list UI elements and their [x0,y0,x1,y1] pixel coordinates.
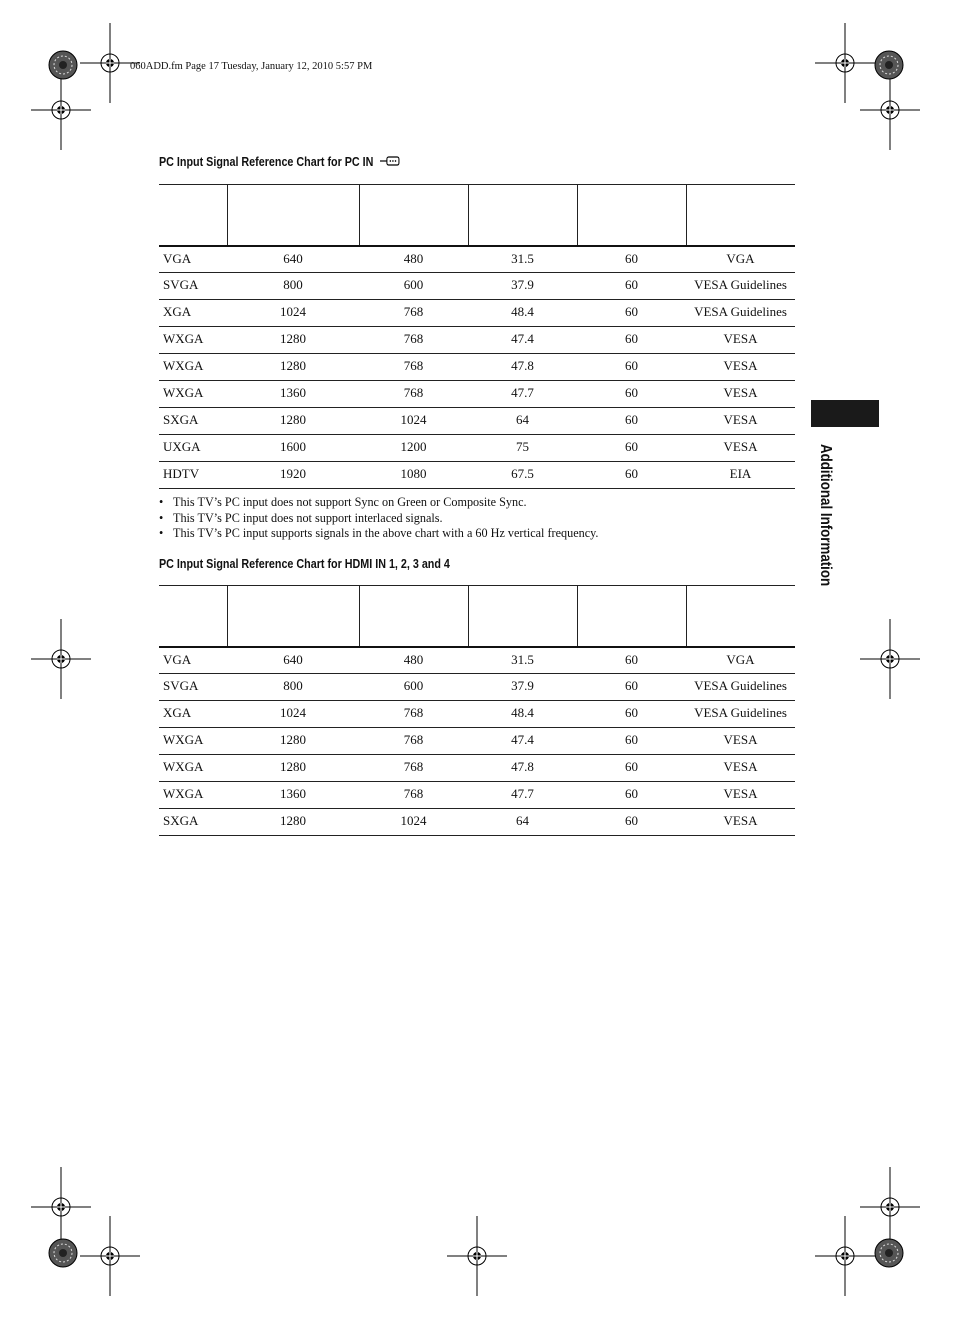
table-cell: WXGA [159,354,227,381]
header-cell [468,586,577,647]
table-row [159,273,795,300]
table-cell: 1920 [227,462,359,489]
table-cell: WXGA [159,728,227,755]
table-cell: 47.4 [468,728,577,755]
table-cell: 1024 [227,300,359,327]
table-row [159,408,795,435]
table-cell: VESA [686,755,795,782]
note-text: This TV’s PC input does not support Sync on Green or Composite Sync. [173,495,527,509]
table-cell: VESA Guidelines [686,674,795,701]
table-cell: 1280 [227,809,359,836]
table-row [159,782,795,809]
table-cell: 60 [577,246,686,273]
header-cell [227,586,359,647]
table-cell: 640 [227,647,359,674]
table-cell: 1600 [227,435,359,462]
table-cell: 1280 [227,354,359,381]
table-cell: 640 [227,246,359,273]
table-cell: VGA [686,246,795,273]
header-cell [359,586,468,647]
table-cell: 1024 [359,408,468,435]
table-row [159,728,795,755]
table-row [159,354,795,381]
color-target-icon [875,1239,903,1267]
section-side-tab [811,400,879,427]
table-cell: 60 [577,327,686,354]
note-text: This TV’s PC input supports signals in the above chart with a 60 Hz vertical frequency. [173,526,599,541]
registration-mark-icon [860,1167,920,1247]
section-title-hdmi-in: PC Input Signal Reference Chart for HDMI IN 1, 2, 3 and 4 [159,557,450,571]
table-cell: 480 [359,246,468,273]
table-cell: 768 [359,354,468,381]
table-cell: 75 [468,435,577,462]
table-cell: 480 [359,647,468,674]
side-label-text: Additional Information [817,444,834,587]
table-cell: HDTV [159,462,227,489]
registration-mark-icon [31,619,91,699]
registration-mark-icon [31,1167,91,1247]
table-cell: 48.4 [468,300,577,327]
table-cell: VESA [686,728,795,755]
color-target-icon [49,1239,77,1267]
table-cell: 31.5 [468,246,577,273]
table-cell: VESA [686,782,795,809]
table-cell: 60 [577,728,686,755]
registration-mark-icon [815,1216,875,1296]
table-row [159,300,795,327]
table-cell: 37.9 [468,273,577,300]
table-cell: VESA Guidelines [686,701,795,728]
table-cell: 64 [468,809,577,836]
pc-in-signal-table [159,184,795,489]
registration-mark-icon [860,70,920,150]
table-cell: 768 [359,381,468,408]
table-cell: 60 [577,435,686,462]
table-cell: 60 [577,408,686,435]
table-header-row [159,185,795,246]
table-cell: 768 [359,728,468,755]
table-cell: 60 [577,755,686,782]
table-cell: WXGA [159,381,227,408]
table-cell: 47.8 [468,354,577,381]
table-row [159,809,795,836]
table-row [159,381,795,408]
table-cell: 768 [359,701,468,728]
table-header-row [159,586,795,647]
color-target-icon [875,51,903,79]
table-cell: 768 [359,327,468,354]
table-cell: 37.9 [468,674,577,701]
table-cell: 600 [359,674,468,701]
color-target-icon [49,51,77,79]
table-cell: VESA [686,408,795,435]
table-cell: 768 [359,755,468,782]
table-cell: 60 [577,462,686,489]
hdmi-in-signal-table [159,585,795,836]
table-cell: 47.7 [468,782,577,809]
table-cell: UXGA [159,435,227,462]
table-cell: 1280 [227,728,359,755]
table-cell: WXGA [159,327,227,354]
table-row [159,435,795,462]
table-cell: VESA [686,435,795,462]
side-label [808,444,836,614]
table-cell: 768 [359,782,468,809]
note-item: • This TV’s PC input supports signals in the above chart with a 60 Hz vertical frequency. [159,526,599,541]
table-cell: 1024 [227,701,359,728]
table-cell: 67.5 [468,462,577,489]
table-cell: 768 [359,300,468,327]
note-text: This TV’s PC input does not support interlaced signals. [173,510,443,525]
table-cell: 60 [577,701,686,728]
file-header: 060ADD.fm Page 17 Tuesday, January 12, 2010 5:57 PM [130,61,373,72]
table-cell: VESA Guidelines [686,273,795,300]
table-cell: 1280 [227,755,359,782]
table-cell: 60 [577,674,686,701]
table-cell: VGA [686,647,795,674]
table-cell: VGA [159,647,227,674]
header-cell [159,185,227,246]
table-cell: 48.4 [468,701,577,728]
header-cell [577,586,686,647]
table-cell: 47.4 [468,327,577,354]
table-cell: VESA Guidelines [686,300,795,327]
note-item: • This TV’s PC input does not support interlaced signals. [159,510,443,525]
table-cell: XGA [159,300,227,327]
header-cell [359,185,468,246]
table-cell: 31.5 [468,647,577,674]
table-cell: VESA [686,381,795,408]
table-cell: SVGA [159,674,227,701]
header-cell [686,586,795,647]
table-cell: 1080 [359,462,468,489]
table-cell: 60 [577,647,686,674]
registration-mark-icon [80,1216,140,1296]
table-row [159,462,795,489]
note-item: • This TV’s PC input does not support Sync on Green or Composite Sync. [159,495,527,509]
table-cell: 60 [577,354,686,381]
registration-mark-icon [860,619,920,699]
header-cell [686,185,795,246]
table-row [159,327,795,354]
header-cell [577,185,686,246]
table-cell: XGA [159,701,227,728]
section-title-pc-in [159,155,401,170]
table-cell: SXGA [159,809,227,836]
table-cell: VESA [686,327,795,354]
table-cell: 64 [468,408,577,435]
table-cell: 600 [359,273,468,300]
table-cell: WXGA [159,782,227,809]
table-cell: 47.8 [468,755,577,782]
header-cell [468,185,577,246]
table-cell: 800 [227,674,359,701]
table-cell: 1024 [359,809,468,836]
table-cell: 47.7 [468,381,577,408]
table-cell: 800 [227,273,359,300]
header-cell [227,185,359,246]
table-row [159,647,795,674]
table-row [159,701,795,728]
registration-mark-icon [815,23,875,103]
table-cell: 60 [577,809,686,836]
table-cell: 1200 [359,435,468,462]
table-cell: EIA [686,462,795,489]
table-row [159,674,795,701]
table-cell: 60 [577,381,686,408]
table-cell: SVGA [159,273,227,300]
registration-mark-icon [31,70,91,150]
table-cell: 1360 [227,782,359,809]
registration-mark-icon [447,1216,507,1296]
table-cell: VESA [686,809,795,836]
table-row [159,246,795,273]
table-cell: 1280 [227,408,359,435]
header-cell [159,586,227,647]
table-cell: VGA [159,246,227,273]
pc-input-icon [380,155,401,170]
table-row [159,755,795,782]
section-title-text: PC Input Signal Reference Chart for PC IN [159,155,374,169]
table-cell: VESA [686,354,795,381]
table-cell: 60 [577,782,686,809]
table-cell: SXGA [159,408,227,435]
table-cell: 1360 [227,381,359,408]
table-cell: 60 [577,273,686,300]
table-cell: 1280 [227,327,359,354]
table-cell: WXGA [159,755,227,782]
notes-list [159,495,598,542]
table-cell: 60 [577,300,686,327]
